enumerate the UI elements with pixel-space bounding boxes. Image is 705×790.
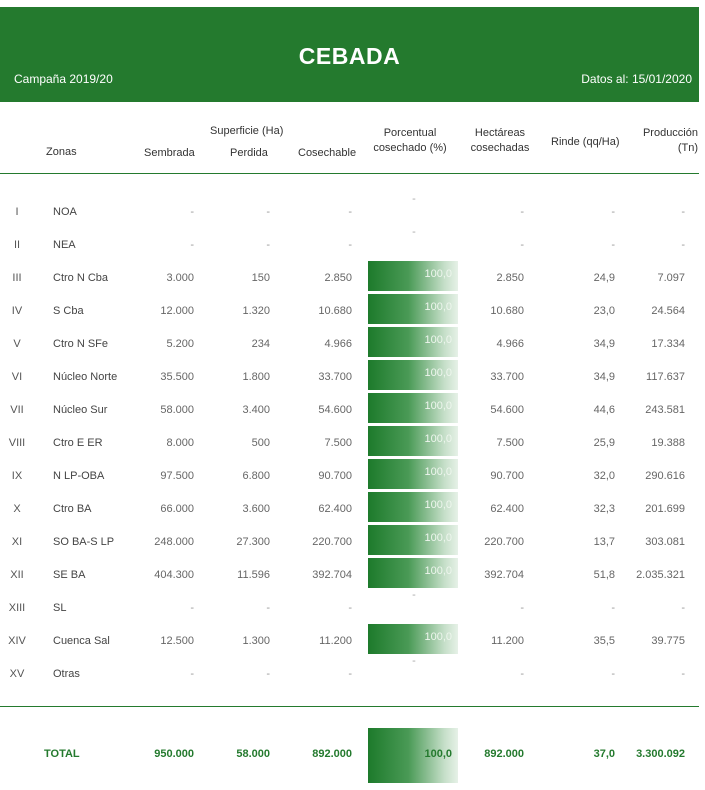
sembrada-value: - xyxy=(190,602,194,614)
produccion-value: - xyxy=(681,206,685,218)
table-row xyxy=(0,395,700,428)
hectareas-value: 4.966 xyxy=(496,338,524,350)
table-row xyxy=(0,193,700,230)
produccion-value: - xyxy=(681,668,685,680)
produccion-value: 24.564 xyxy=(651,305,685,317)
cosechable-value: - xyxy=(348,206,352,218)
pct-value: - xyxy=(412,193,416,205)
sembrada-value: 58.000 xyxy=(160,404,194,416)
cosechable-value: - xyxy=(348,239,352,251)
zone-name: NEA xyxy=(53,239,76,251)
sembrada-value: 35.500 xyxy=(160,371,194,383)
total-cosechable: 892.000 xyxy=(312,748,352,760)
produccion-value: - xyxy=(681,602,685,614)
zone-name: SL xyxy=(53,602,67,614)
rinde-value: 35,5 xyxy=(593,635,615,647)
total-produccion: 3.300.092 xyxy=(636,748,685,760)
zone-name: SO BA-S LP xyxy=(53,536,115,548)
sembrada-value: 3.000 xyxy=(166,272,194,284)
perdida-value: - xyxy=(266,668,270,680)
zone-name: Ctro BA xyxy=(53,503,92,515)
table-row xyxy=(0,494,700,527)
report-header xyxy=(0,7,699,102)
cosechable-value: 33.700 xyxy=(318,371,352,383)
produccion-value: 17.334 xyxy=(651,338,685,350)
perdida-value: - xyxy=(266,239,270,251)
pct-value: 100,0 xyxy=(424,466,452,478)
row-number: II xyxy=(13,239,21,251)
pct-bar xyxy=(368,624,458,654)
hectareas-value: 54.600 xyxy=(490,404,524,416)
perdida-value: - xyxy=(266,602,270,614)
pct-value: 100,0 xyxy=(424,532,452,544)
hectareas-value: - xyxy=(520,239,524,251)
produccion-value: 303.081 xyxy=(645,536,685,548)
hectareas-value: 90.700 xyxy=(490,470,524,482)
zone-name: Otras xyxy=(53,668,80,680)
cosechable-value: 4.966 xyxy=(324,338,352,350)
cosechable-value: 90.700 xyxy=(318,470,352,482)
perdida-value: 3.600 xyxy=(242,503,270,515)
col-rinde: Rinde (qq/Ha) xyxy=(551,136,620,148)
rinde-value: 23,0 xyxy=(593,305,615,317)
perdida-value: 3.400 xyxy=(242,404,270,416)
table-row xyxy=(0,527,700,560)
total-sembrada: 950.000 xyxy=(154,748,194,760)
perdida-value: 1.800 xyxy=(242,371,270,383)
total-pct-bar xyxy=(368,728,458,783)
zone-name: Ctro E ER xyxy=(53,437,103,449)
perdida-value: 11.596 xyxy=(237,569,270,581)
total-divider xyxy=(0,706,699,707)
produccion-value: 7.097 xyxy=(657,272,685,284)
table-row xyxy=(0,263,700,296)
zone-name: N LP-OBA xyxy=(53,470,105,482)
sembrada-value: - xyxy=(190,668,194,680)
total-row xyxy=(0,728,700,783)
perdida-value: 6.800 xyxy=(242,470,270,482)
row-number: IV xyxy=(11,305,23,317)
total-hectareas: 892.000 xyxy=(484,748,524,760)
row-number: XIV xyxy=(8,635,26,647)
row-number: XII xyxy=(10,569,24,581)
pct-bar xyxy=(368,327,458,357)
rinde-value: - xyxy=(611,206,615,218)
table-row xyxy=(0,226,700,263)
cosechable-value: 392.704 xyxy=(312,569,352,581)
row-number: I xyxy=(15,206,19,218)
zone-name: Cuenca Sal xyxy=(53,635,110,647)
sembrada-value: 66.000 xyxy=(160,503,194,515)
table-row xyxy=(0,626,700,659)
col-hectareas xyxy=(468,126,532,156)
zone-name: Ctro N SFe xyxy=(53,338,109,350)
zone-name: Ctro N Cba xyxy=(53,272,109,284)
rinde-value: 34,9 xyxy=(593,338,615,350)
hectareas-value: 10.680 xyxy=(490,305,524,317)
row-number: XIII xyxy=(8,602,26,614)
col-hectareas-line1: Hectáreas xyxy=(474,127,526,139)
cosechable-value: 54.600 xyxy=(318,404,352,416)
rinde-value: 32,0 xyxy=(593,470,615,482)
table-row xyxy=(0,428,700,461)
sembrada-value: 5.200 xyxy=(166,338,194,350)
row-number: VIII xyxy=(8,437,26,449)
produccion-value: 2.035.321 xyxy=(636,569,685,581)
pct-value: - xyxy=(412,226,416,238)
row-number: XI xyxy=(11,536,23,548)
col-superficie: Superficie (Ha) xyxy=(210,125,284,137)
hectareas-value: 2.850 xyxy=(496,272,524,284)
cosechable-value: 2.850 xyxy=(324,272,352,284)
perdida-value: 500 xyxy=(251,437,270,449)
hectareas-value: 33.700 xyxy=(490,371,524,383)
pct-bar xyxy=(368,459,458,489)
pct-value: 100,0 xyxy=(424,433,452,445)
sembrada-value: 8.000 xyxy=(166,437,194,449)
rinde-value: 13,7 xyxy=(593,536,615,548)
row-number: VII xyxy=(10,404,24,416)
campaign-label: Campaña 2019/20 xyxy=(14,72,113,86)
row-number: IX xyxy=(11,470,23,482)
perdida-value: 27.300 xyxy=(236,536,270,548)
perdida-value: - xyxy=(266,206,270,218)
zone-name: SE BA xyxy=(53,569,86,581)
zone-name: S Cba xyxy=(53,305,84,317)
produccion-value: 117.637 xyxy=(646,371,685,383)
pct-bar xyxy=(368,525,458,555)
hectareas-value: 392.704 xyxy=(484,569,524,581)
sembrada-value: 12.000 xyxy=(160,305,194,317)
pct-value: 100,0 xyxy=(424,499,452,511)
sembrada-value: 404.300 xyxy=(154,569,194,581)
pct-bar xyxy=(368,558,458,588)
produccion-value: 201.699 xyxy=(645,503,685,515)
pct-value: 100,0 xyxy=(424,334,452,346)
col-hectareas-line2: cosechadas xyxy=(470,142,530,154)
table-row xyxy=(0,296,700,329)
pct-value: 100,0 xyxy=(424,565,452,577)
sembrada-value: - xyxy=(190,239,194,251)
pct-value: 100,0 xyxy=(424,400,452,412)
produccion-value: 39.775 xyxy=(651,635,685,647)
sembrada-value: 12.500 xyxy=(160,635,194,647)
report-title: CEBADA xyxy=(298,43,401,69)
pct-bar xyxy=(368,261,458,291)
cosechable-value: 11.200 xyxy=(319,635,352,647)
rinde-value: 51,8 xyxy=(593,569,615,581)
total-perdida: 58.000 xyxy=(236,748,270,760)
row-number: XV xyxy=(9,668,25,680)
row-number: X xyxy=(13,503,21,515)
rinde-value: - xyxy=(611,239,615,251)
zone-name: NOA xyxy=(53,206,77,218)
total-label: TOTAL xyxy=(44,748,80,760)
row-number: VI xyxy=(11,371,23,383)
pct-bar xyxy=(368,360,458,390)
col-produccion-line2: (Tn) xyxy=(677,142,698,154)
pct-value: 100,0 xyxy=(424,631,452,643)
pct-bar xyxy=(368,426,458,456)
perdida-value: 1.320 xyxy=(242,305,270,317)
header-divider xyxy=(0,173,699,174)
total-rinde: 37,0 xyxy=(593,748,615,760)
cosechable-value: - xyxy=(348,668,352,680)
pct-value: - xyxy=(412,589,416,601)
col-cosechable: Cosechable xyxy=(298,147,357,159)
cosechable-value: 10.680 xyxy=(318,305,352,317)
col-zonas: Zonas xyxy=(46,146,77,158)
produccion-value: 243.581 xyxy=(645,404,685,416)
rinde-value: 32,3 xyxy=(593,503,615,515)
rinde-value: - xyxy=(611,668,615,680)
hectareas-value: 7.500 xyxy=(496,437,524,449)
row-number: V xyxy=(13,338,21,350)
cosechable-value: 220.700 xyxy=(312,536,352,548)
pct-bar xyxy=(368,294,458,324)
pct-value: 100,0 xyxy=(424,268,452,280)
sembrada-value: 97.500 xyxy=(160,470,194,482)
pct-bar xyxy=(368,492,458,522)
produccion-value: - xyxy=(681,239,685,251)
hectareas-value: - xyxy=(520,602,524,614)
zone-name: Núcleo Norte xyxy=(53,371,118,383)
sembrada-value: 248.000 xyxy=(154,536,194,548)
cosechable-value: 7.500 xyxy=(324,437,352,449)
col-sembrada: Sembrada xyxy=(144,147,195,159)
perdida-value: 234 xyxy=(251,338,270,350)
sembrada-value: - xyxy=(190,206,194,218)
table-row xyxy=(0,362,700,395)
cosechable-value: - xyxy=(348,602,352,614)
table-row xyxy=(0,329,700,362)
pct-bar xyxy=(368,393,458,423)
hectareas-value: - xyxy=(520,206,524,218)
data-date-label: Datos al: 15/01/2020 xyxy=(581,72,692,86)
produccion-value: 19.388 xyxy=(651,437,685,449)
col-produccion-line1: Producción xyxy=(642,127,698,139)
col-porcentual-line1: Porcentual xyxy=(383,127,437,139)
rinde-value: 34,9 xyxy=(593,371,615,383)
cosechable-value: 62.400 xyxy=(318,503,352,515)
perdida-value: 150 xyxy=(251,272,270,284)
table-row xyxy=(0,560,700,593)
table-row xyxy=(0,461,700,494)
col-porcentual-line2: cosechado (%) xyxy=(373,142,447,154)
hectareas-value: 220.700 xyxy=(484,536,524,548)
rinde-value: 24,9 xyxy=(593,272,615,284)
col-perdida: Perdida xyxy=(230,147,268,159)
table-row xyxy=(0,655,700,692)
col-porcentual xyxy=(362,126,458,156)
table-row xyxy=(0,589,700,626)
rinde-value: 44,6 xyxy=(593,404,615,416)
perdida-value: 1.300 xyxy=(242,635,270,647)
zone-name: Núcleo Sur xyxy=(53,404,108,416)
row-number: III xyxy=(12,272,22,284)
total-pct: 100,0 xyxy=(424,748,452,760)
rinde-value: 25,9 xyxy=(593,437,615,449)
pct-value: 100,0 xyxy=(424,301,452,313)
hectareas-value: 62.400 xyxy=(490,503,524,515)
pct-value: 100,0 xyxy=(424,367,452,379)
rinde-value: - xyxy=(611,602,615,614)
pct-value: - xyxy=(412,655,416,667)
hectareas-value: - xyxy=(520,668,524,680)
produccion-value: 290.616 xyxy=(645,470,685,482)
hectareas-value: 11.200 xyxy=(491,635,524,647)
col-produccion xyxy=(632,126,698,156)
